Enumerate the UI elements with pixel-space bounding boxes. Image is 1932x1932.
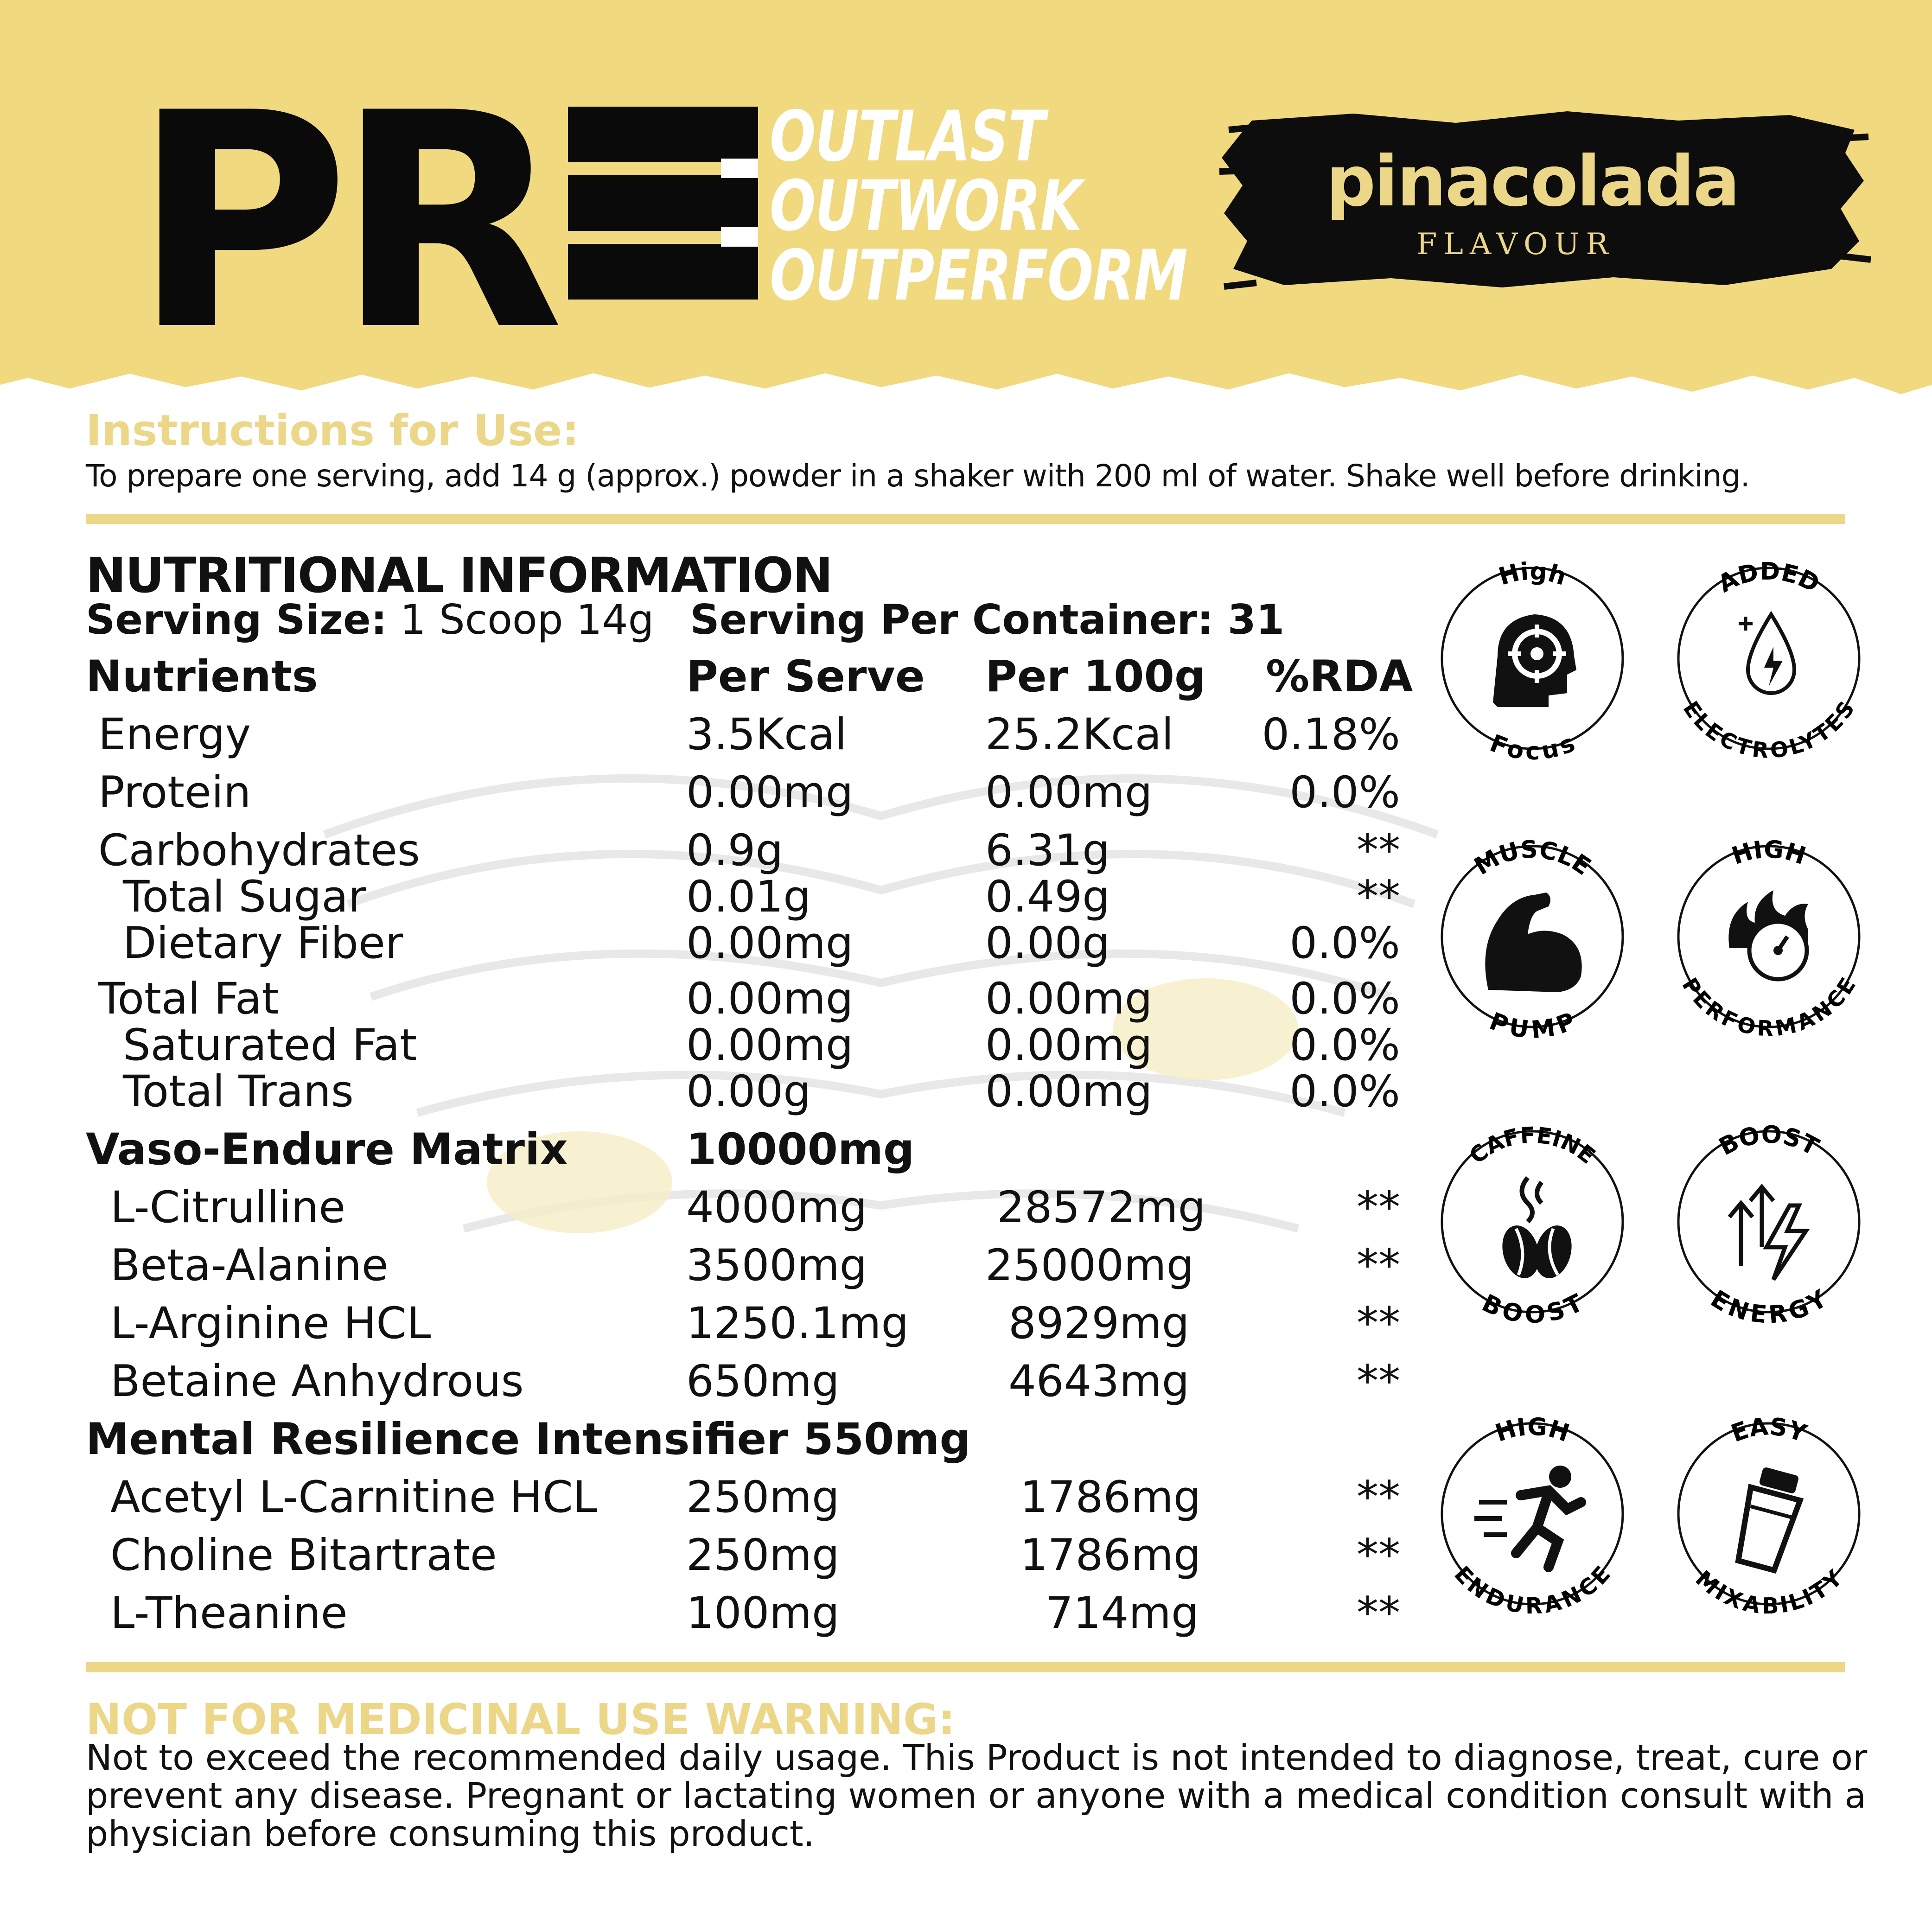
water-drop-bolt-icon bbox=[1739, 614, 1794, 693]
per-serve-value: 0.00mg bbox=[686, 974, 854, 1024]
svg-text:High bbox=[1496, 557, 1569, 591]
nutrient-row bbox=[0, 918, 1437, 969]
slogan-line-3: OUTPERFORM bbox=[770, 236, 1187, 316]
runner-icon bbox=[1474, 1466, 1581, 1567]
badge-top-label: EASY bbox=[1728, 1413, 1810, 1448]
badge-added-electrolytes bbox=[1674, 557, 1864, 764]
nutrient-name: L-Arginine HCL bbox=[110, 1298, 431, 1349]
rda-value: ** bbox=[1357, 1530, 1400, 1581]
group-name: Vaso-Endure Matrix bbox=[86, 1124, 568, 1175]
per-100g-value: 28572mg bbox=[997, 1182, 1206, 1233]
per-serve-value: 250mg bbox=[686, 1530, 840, 1581]
per-100g-value: 714mg bbox=[1046, 1588, 1199, 1639]
per-serve-value: 3500mg bbox=[686, 1240, 867, 1291]
per-serve-value: 0.9g bbox=[686, 825, 784, 876]
rda-value: 0.0% bbox=[1289, 974, 1400, 1024]
svg-text:ENERGY bbox=[1706, 1284, 1832, 1329]
rda-value: ** bbox=[1357, 1182, 1400, 1233]
badge-high-endurance bbox=[1437, 1413, 1627, 1620]
nutrient-row bbox=[0, 1298, 1437, 1349]
svg-text:ENDURANCE bbox=[1449, 1561, 1616, 1619]
nutrient-name: Total Sugar bbox=[123, 872, 366, 922]
svg-text:EASY bbox=[1728, 1413, 1811, 1448]
col-head-rda: %RDA bbox=[1266, 651, 1413, 702]
badge-top-label: HIGH bbox=[1728, 835, 1810, 871]
badge-bottom-label: MIXABILITY bbox=[1690, 1565, 1848, 1620]
svg-text:MIXABILITY bbox=[1690, 1565, 1848, 1620]
nutrient-name: Protein bbox=[98, 767, 251, 818]
per-100g-value: 0.00mg bbox=[985, 974, 1153, 1024]
per-100g-value: 0.00mg bbox=[985, 1066, 1153, 1117]
nutrient-name: Choline Bitartrate bbox=[110, 1530, 497, 1581]
col-head-per-100g: Per 100g bbox=[985, 651, 1206, 702]
nutrient-row bbox=[0, 872, 1437, 922]
rda-value: ** bbox=[1357, 825, 1400, 876]
nutrient-row bbox=[0, 1356, 1437, 1407]
svg-text:BOOST bbox=[1478, 1289, 1588, 1329]
badge-easy-mixability bbox=[1674, 1413, 1864, 1620]
per-100g-value: 0.49g bbox=[985, 872, 1110, 922]
rda-value: ** bbox=[1357, 1240, 1400, 1291]
rda-value: ** bbox=[1357, 872, 1400, 922]
per-serve-value: 100mg bbox=[686, 1588, 840, 1639]
nutrition-title: NUTRITIONAL INFORMATION bbox=[86, 547, 832, 604]
badge-top-label: BOOST bbox=[1715, 1121, 1824, 1161]
svg-text:ELECTROLYTES bbox=[1678, 697, 1859, 763]
per-100g-value: 25000mg bbox=[985, 1240, 1194, 1291]
instructions-text: To prepare one serving, add 14 g (approx.) powder in a shaker with 200 ml of water. Shake well before drinking. bbox=[86, 458, 1750, 494]
badge-bottom-label: PERFORMANCE bbox=[1677, 973, 1861, 1041]
per-100g-value: 1786mg bbox=[1020, 1530, 1201, 1581]
badge-boost-energy bbox=[1674, 1121, 1864, 1329]
rda-value: ** bbox=[1357, 1472, 1400, 1523]
per-100g-value: 6.31g bbox=[985, 825, 1110, 876]
svg-text:HIGH bbox=[1728, 835, 1809, 870]
flaming-gauge-icon bbox=[1728, 890, 1808, 979]
serving-size-label: Serving Size: bbox=[86, 596, 387, 644]
nutrient-name: Total Fat bbox=[98, 974, 279, 1024]
divider-bottom bbox=[86, 1662, 1845, 1672]
flavour-subtitle: FLAVOUR bbox=[1416, 227, 1615, 261]
svg-text:BOOST bbox=[1715, 1121, 1824, 1161]
group-name: Mental Resilience Intensifier 550mg bbox=[86, 1414, 971, 1465]
rda-value: 0.0% bbox=[1289, 1066, 1400, 1117]
rda-value: 0.0% bbox=[1289, 918, 1400, 969]
nutrient-row bbox=[0, 1530, 1437, 1581]
nutrient-row bbox=[0, 767, 1437, 818]
nutrient-row bbox=[0, 1472, 1437, 1523]
rda-value: 0.18% bbox=[1262, 709, 1400, 760]
nutrient-name: L-Theanine bbox=[110, 1588, 348, 1639]
nutrient-name: Acetyl L-Carnitine HCL bbox=[110, 1472, 598, 1523]
per-100g-value: 0.00mg bbox=[985, 767, 1153, 818]
per-serve-value: 0.00mg bbox=[686, 1020, 854, 1071]
nutrient-row bbox=[0, 1240, 1437, 1291]
serving-info bbox=[86, 596, 1284, 644]
badge-top-label: MUSCLE bbox=[1469, 835, 1596, 881]
badge-bottom-label: Focus bbox=[1486, 729, 1579, 765]
svg-text:HIGH bbox=[1492, 1413, 1573, 1447]
svg-text:PERFORMANCE bbox=[1677, 973, 1861, 1041]
nutrient-row bbox=[0, 1588, 1437, 1639]
badge-top-label: ADDED bbox=[1713, 557, 1824, 599]
per-serve-value: 650mg bbox=[686, 1356, 840, 1407]
nutrient-name: Beta-Alanine bbox=[110, 1240, 389, 1291]
slogan-line-2: OUTWORK bbox=[770, 166, 1082, 247]
nutrient-row bbox=[0, 974, 1437, 1024]
per-serve-value: 250mg bbox=[686, 1472, 840, 1523]
nutrient-row bbox=[0, 1020, 1437, 1071]
per-100g-value: 8929mg bbox=[1008, 1298, 1190, 1349]
logo-letters: PR bbox=[132, 50, 550, 395]
svg-text:PUMP bbox=[1486, 1007, 1579, 1044]
per-serve-value: 0.01g bbox=[686, 872, 811, 922]
warning-title: NOT FOR MEDICINAL USE WARNING: bbox=[86, 1695, 956, 1744]
badge-bottom-label: ELECTROLYTES bbox=[1678, 696, 1860, 764]
badge-top-label: CAFFEINE bbox=[1464, 1122, 1600, 1169]
per-serve-value: 0.00mg bbox=[686, 918, 854, 969]
col-head-per-serve: Per Serve bbox=[686, 651, 925, 702]
logo-pre bbox=[132, 50, 550, 395]
badge-bottom-label: ENDURANCE bbox=[1449, 1561, 1616, 1620]
nutrient-name: L-Citrulline bbox=[110, 1182, 346, 1233]
nutrient-name: Dietary Fiber bbox=[123, 918, 403, 969]
nutrient-group-row bbox=[0, 1124, 1437, 1175]
svg-text:ADDED bbox=[1714, 558, 1824, 599]
instructions-title: Instructions for Use: bbox=[86, 406, 580, 455]
nutrient-row bbox=[0, 825, 1437, 876]
flexed-arm-icon bbox=[1485, 893, 1581, 992]
nutrient-row bbox=[0, 709, 1437, 760]
badge-top-label: High bbox=[1495, 557, 1569, 591]
rda-value: 0.0% bbox=[1289, 1020, 1400, 1071]
nutrient-name: Energy bbox=[98, 709, 251, 760]
per-serve-value: 0.00g bbox=[686, 1066, 811, 1117]
nutrient-name: Saturated Fat bbox=[123, 1020, 417, 1071]
per-100g-value: 25.2Kcal bbox=[985, 709, 1174, 760]
per-serve-value: 1250.1mg bbox=[686, 1298, 909, 1349]
shaker-bottle-icon bbox=[1732, 1465, 1806, 1572]
coffee-bean-icon bbox=[1497, 1178, 1577, 1282]
nutrient-row bbox=[0, 1182, 1437, 1233]
head-target-icon bbox=[1493, 614, 1576, 707]
badge-bottom-label: PUMP bbox=[1486, 1007, 1579, 1045]
serving-size-value: 1 Scoop 14g bbox=[387, 596, 654, 644]
badge-high-performance bbox=[1674, 835, 1864, 1041]
divider-top bbox=[86, 514, 1845, 524]
rda-value: ** bbox=[1357, 1588, 1400, 1639]
per-serve-value: 4000mg bbox=[686, 1182, 867, 1233]
per-serve-value: 3.5Kcal bbox=[686, 709, 847, 760]
nutrient-name: Betaine Anhydrous bbox=[110, 1356, 524, 1407]
col-head-nutrients: Nutrients bbox=[86, 651, 318, 702]
per-100g-value: 1786mg bbox=[1020, 1472, 1201, 1523]
badge-high-focus bbox=[1437, 557, 1627, 765]
badge-bottom-label: ENERGY bbox=[1706, 1285, 1832, 1329]
badge-muscle-pump bbox=[1437, 835, 1627, 1045]
nutrient-name: Carbohydrates bbox=[98, 825, 420, 876]
logo-e-bars-icon bbox=[568, 107, 763, 301]
svg-text:MUSCLE bbox=[1470, 835, 1596, 881]
arrows-bolt-icon bbox=[1729, 1187, 1806, 1280]
svg-text:Focus bbox=[1486, 729, 1579, 765]
nutrient-name: Total Trans bbox=[123, 1066, 354, 1117]
per-100g-value: 4643mg bbox=[1008, 1356, 1190, 1407]
slogan-line-1: OUTLAST bbox=[770, 96, 1045, 177]
badge-top-label: HIGH bbox=[1492, 1413, 1573, 1448]
rda-value: 0.0% bbox=[1289, 767, 1400, 818]
badge-bottom-label: BOOST bbox=[1478, 1288, 1588, 1329]
nutrient-group-row bbox=[0, 1414, 1437, 1465]
per-100g-value: 0.00mg bbox=[985, 1020, 1153, 1071]
servings-per-container: Serving Per Container: 31 bbox=[690, 596, 1285, 644]
flavour-name: pinacolada bbox=[1326, 141, 1739, 222]
rda-value: ** bbox=[1357, 1356, 1400, 1407]
per-100g-value: 0.00g bbox=[985, 918, 1110, 969]
warning-text: Not to exceed the recommended daily usage. This Product is not intended to diagnose, treat, cure or prevent any disease. Pregnant or lactating women or anyone with a medical condition consult with a physician before consuming this product. bbox=[86, 1737, 1868, 1854]
per-serve-value: 0.00mg bbox=[686, 767, 854, 818]
group-total: 10000mg bbox=[686, 1124, 915, 1175]
rda-value: ** bbox=[1357, 1298, 1400, 1349]
nutrient-row bbox=[0, 1066, 1437, 1117]
badge-caffeine-boost bbox=[1437, 1122, 1627, 1329]
